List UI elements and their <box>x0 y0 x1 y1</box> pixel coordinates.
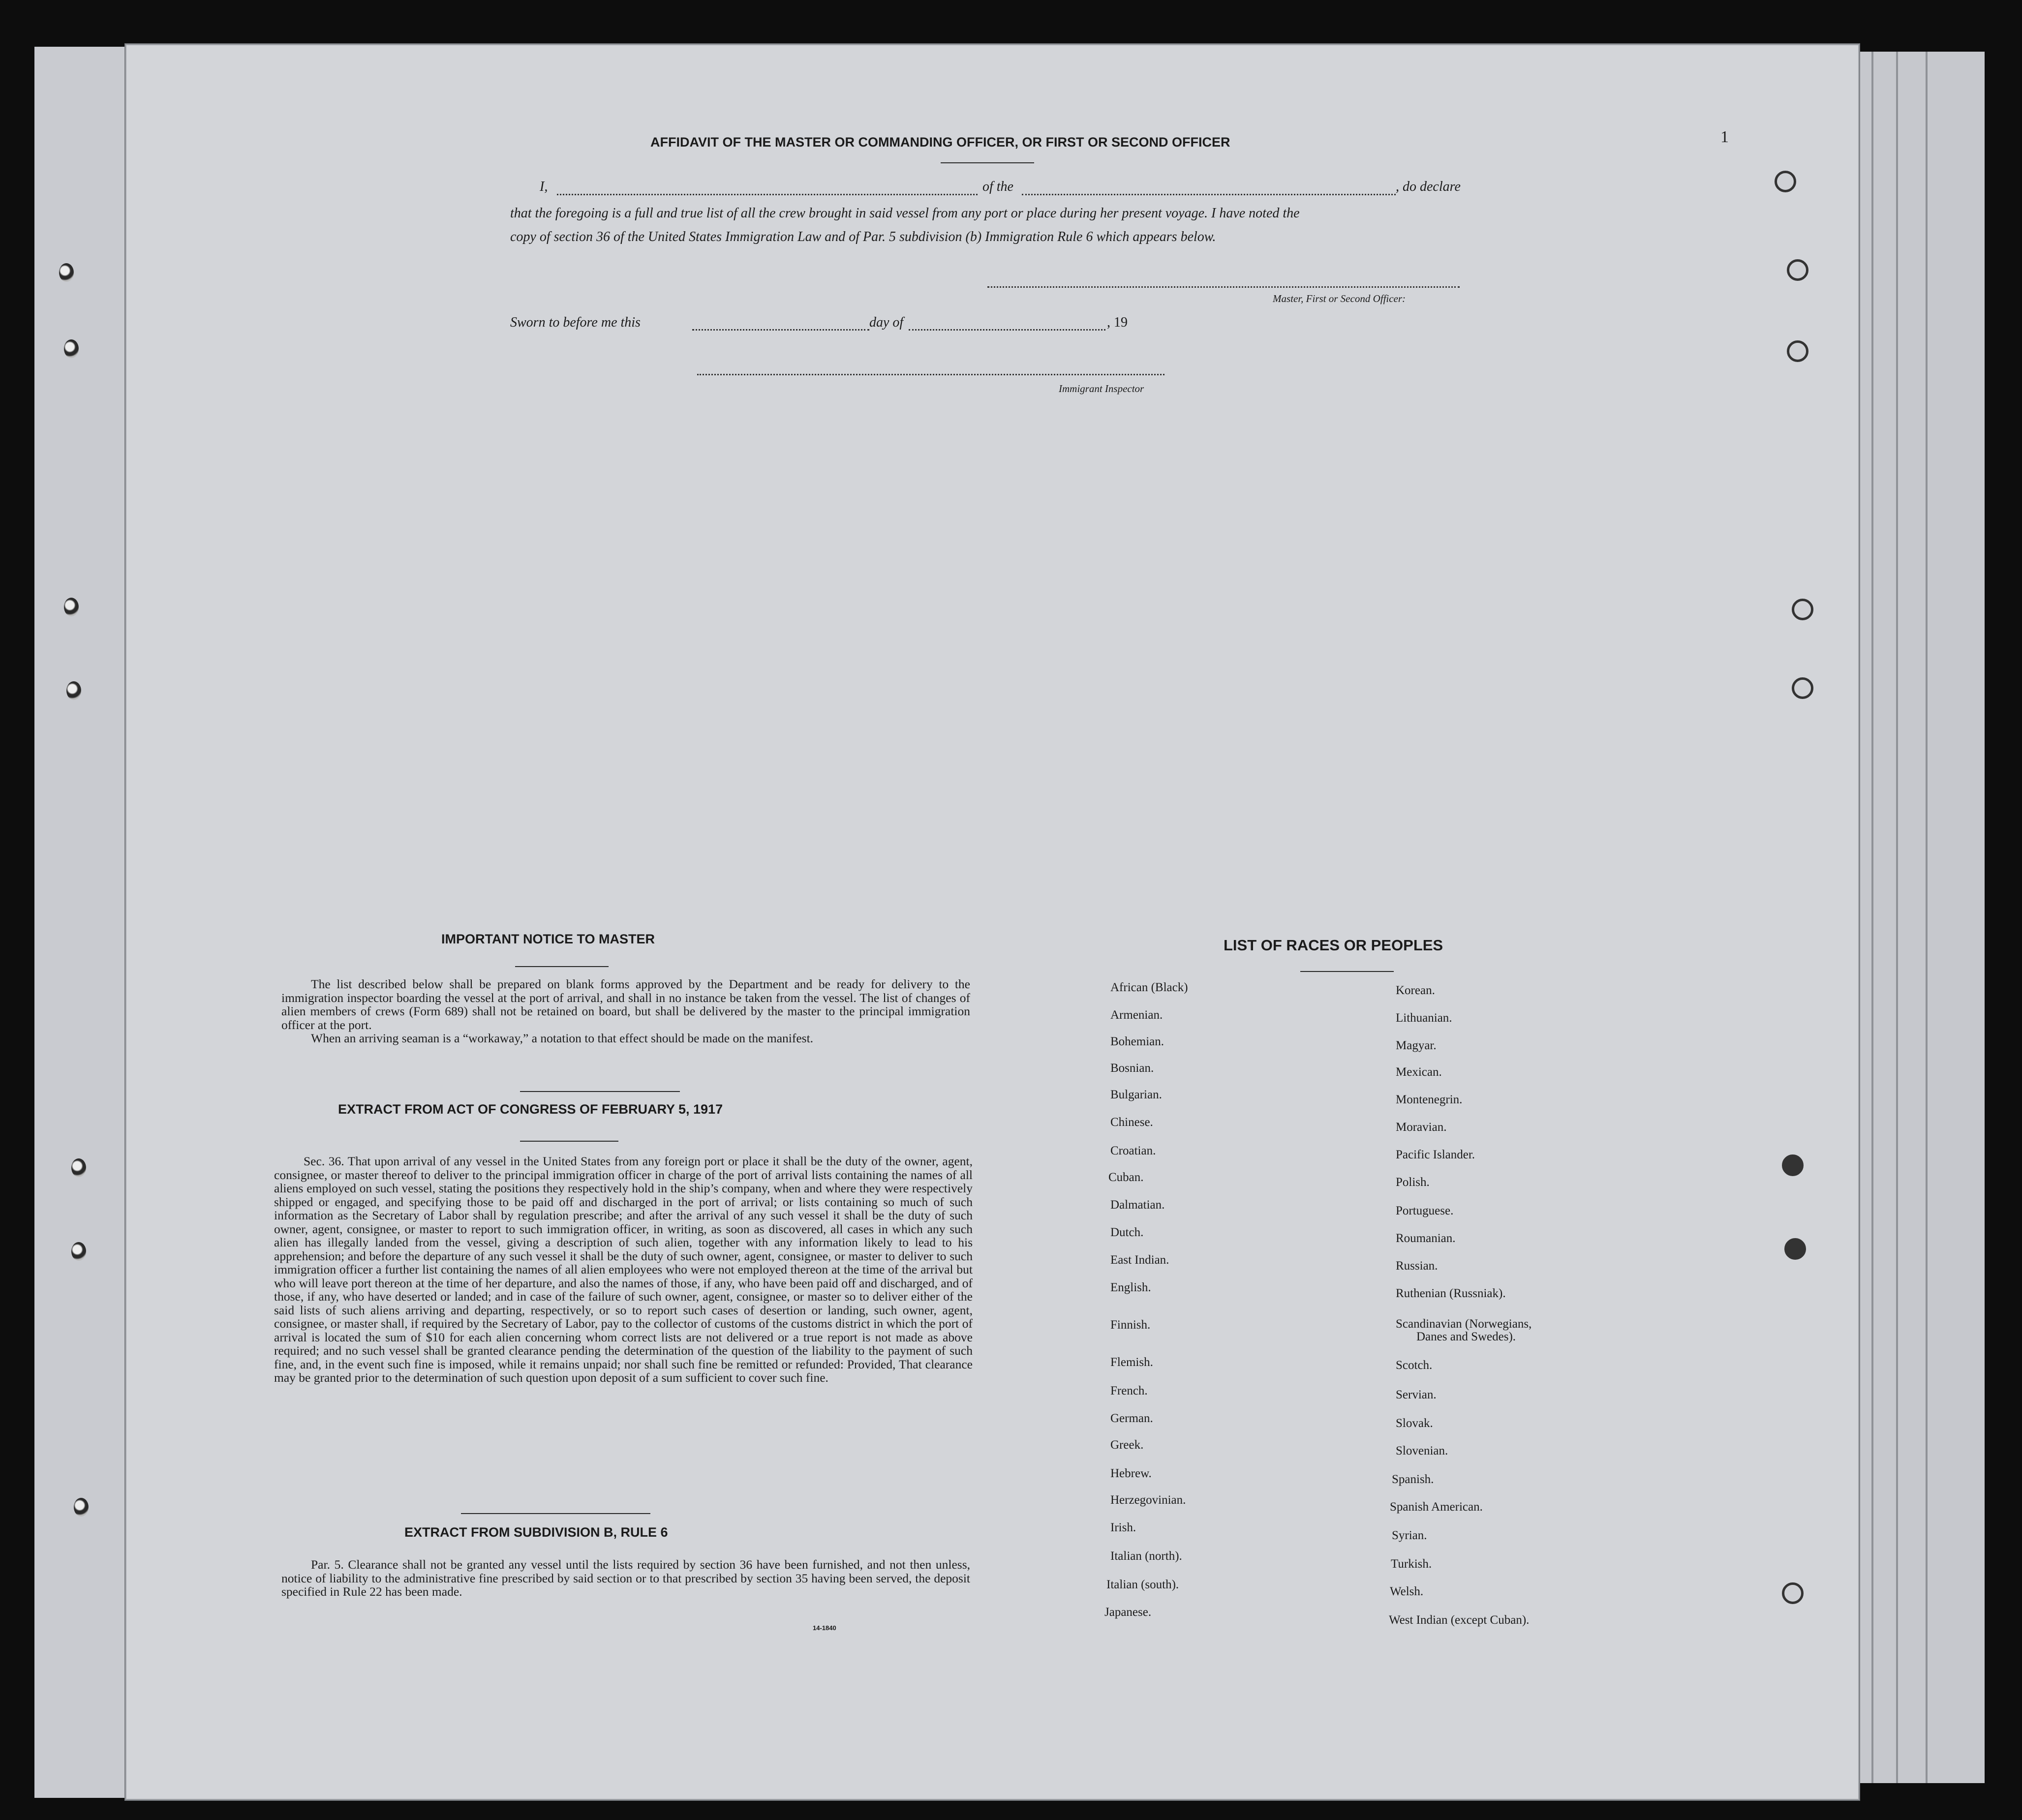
race-left-item: French. <box>1110 1384 1148 1397</box>
sworn-day-field[interactable] <box>692 329 869 331</box>
race-left-item: Hebrew. <box>1110 1467 1152 1480</box>
day-of-label: day of <box>869 315 904 330</box>
affidavit-i-label: I, <box>540 179 548 194</box>
affidavit-title: AFFIDAVIT OF THE MASTER OR COMMANDING OFFICER, OR FIRST OR SECOND OFFICER <box>650 135 1230 150</box>
title-rule <box>941 162 1034 163</box>
affidavit-line-2: that the foregoing is a full and true list of all the crew brought in said vessel from any port or place during her present voyage. I have noted the <box>510 206 1300 221</box>
race-right-item: Spanish American. <box>1390 1500 1483 1514</box>
race-right-item: Danes and Swedes). <box>1416 1330 1516 1343</box>
binder-hole <box>59 263 74 282</box>
race-left-item: East Indian. <box>1110 1253 1169 1267</box>
binder-hole <box>1787 259 1808 281</box>
race-left-item: Irish. <box>1110 1521 1136 1534</box>
races-title: LIST OF RACES OR PEOPLES <box>1224 937 1443 954</box>
notice-paragraph-1: The list described below shall be prepared on blank forms approved by the Department and be ready for delivery to the immigration inspector boarding the vessel at the port of arrival, and shall in no instance be taken from the vessel. The list of changes of alien members of crews (Form 689) shall not be retained on board, but shall be delivered by the master to the principal immigration officer at the port. <box>281 977 970 1032</box>
race-right-item: Syrian. <box>1392 1529 1427 1542</box>
race-left-item: Armenian. <box>1110 1008 1163 1022</box>
race-right-item: Moravian. <box>1396 1121 1447 1134</box>
binder-hole <box>71 1158 86 1177</box>
race-right-item: Welsh. <box>1390 1585 1424 1598</box>
binder-strip <box>34 47 134 1798</box>
rule-paragraph-5: Par. 5. Clearance shall not be granted any vessel until the lists required by section 36 have been furnished, and not then unless, notice of liability to the administrative fine prescribed by said section or to that prescribed by section 35 having been served, the deposit specified in Rule 22 has been made. <box>281 1557 970 1599</box>
race-right-item: Mexican. <box>1396 1065 1442 1079</box>
binder-hole <box>1784 1238 1806 1260</box>
race-left-item: Finnish. <box>1110 1318 1151 1332</box>
race-left-item: Herzegovinian. <box>1110 1493 1186 1507</box>
notice-title: IMPORTANT NOTICE TO MASTER <box>441 932 655 946</box>
race-left-item: Chinese. <box>1110 1116 1153 1129</box>
race-right-item: Turkish. <box>1391 1557 1432 1571</box>
race-right-item: Slovenian. <box>1396 1444 1448 1457</box>
form-number: 14-1840 <box>813 1624 836 1632</box>
binder-hole <box>1792 677 1813 699</box>
race-left-item: Bohemian. <box>1110 1035 1164 1048</box>
page-number: 1 <box>1720 128 1729 146</box>
binder-hole <box>66 681 81 700</box>
sworn-month-field[interactable] <box>909 329 1105 331</box>
race-left-item: Croatian. <box>1110 1144 1156 1157</box>
race-left-item: African (Black) <box>1110 981 1188 994</box>
affidavit-line-3: copy of section 36 of the United States Immigration Law and of Par. 5 subdivision (b) Immigration Rule 6 which appears below. <box>510 229 1216 244</box>
binder-hole <box>1775 171 1796 192</box>
race-right-item: Roumanian. <box>1396 1232 1456 1245</box>
manifest-page <box>125 44 1859 1800</box>
race-left-item: Italian (south). <box>1106 1578 1179 1591</box>
section-rule <box>520 1091 680 1092</box>
affidavit-do-declare: , do declare <box>1396 179 1461 194</box>
binder-hole <box>1782 1582 1804 1604</box>
year-label: , 19 <box>1107 315 1128 330</box>
binder-hole <box>64 598 79 616</box>
race-left-item: Italian (north). <box>1110 1549 1182 1563</box>
races-rule <box>1300 971 1394 972</box>
inspector-signature-field[interactable] <box>697 374 1164 375</box>
race-left-item: Bosnian. <box>1110 1062 1154 1075</box>
act-section-36: Sec. 36. That upon arrival of any vessel in the United States from any foreign port or place it shall be the duty of the owner, agent, consignee, or master thereof to deliver to the principal immigration officer in charge of the port of arrival lists containing the names of all aliens employed on such vessel, stating the positions they respectively hold in the ship’s company, when and where they were respectively shipped or engaged, and specifying those to be paid off and discharged in the port of arrival; or lists containing so much of such information as the Secretary of Labor shall by regulation prescribe; and after the arrival of any such vessel it shall be the duty of such owner, agent, consignee, or master to report to such immigration officer, in writing, as soon as discovered, all cases in which any such alien has illegally landed from the vessel, giving a description of such alien, together with any information likely to lead to his apprehension; and before the departure of any such vessel it shall be the duty of such owner, agent, consignee, or master to deliver to such immigration officer a further list containing the names of all alien employees who were not employed thereon at the time of the arrival but who will leave port thereon at the time of her departure, and also the names of those, if any, who have been paid off and discharged, and of those, if any, who have deserted or landed; and in case of the failure of such owner, agent, consignee, or master so to deliver either of the said lists of such aliens arriving and departing, respectively, or so to report such cases of desertion or landing, such owner, agent, consignee, or master shall, if required by the Secretary of Labor, pay to the collector of customs of the customs district in which the port of arrival is located the sum of $10 for each alien concerning whom correct lists are not delivered or a true report is not made as above required; and no such vessel shall be granted clearance pending the determination of the question of the liability to the payment of such fine, and, in the event such fine is imposed, while it remains unpaid; nor shall such fine be remitted or refunded: Provided, That clearance may be granted prior to the determination of such question upon deposit of a sum sufficient to cover such fine. <box>274 1154 973 1385</box>
race-right-item: Korean. <box>1396 984 1435 997</box>
vessel-field[interactable] <box>1022 194 1396 195</box>
binder-hole <box>1782 1154 1804 1176</box>
binder-hole <box>71 1242 86 1261</box>
affidavit-of-the: of the <box>982 179 1013 194</box>
race-right-item: Servian. <box>1396 1388 1437 1401</box>
notice-body <box>281 977 970 1045</box>
notice-paragraph-2: When an arriving seaman is a “workaway,” a notation to that effect should be made on the manifest. <box>311 1031 814 1045</box>
act-rule <box>520 1141 618 1142</box>
race-left-item: Dalmatian. <box>1110 1198 1165 1212</box>
race-right-item: West Indian (except Cuban). <box>1389 1613 1530 1627</box>
act-title: EXTRACT FROM ACT OF CONGRESS OF FEBRUARY 5, 1917 <box>338 1102 723 1117</box>
race-left-item: Greek. <box>1110 1438 1144 1452</box>
binder-hole <box>64 339 79 358</box>
binder-hole <box>1787 340 1808 362</box>
inspector-caption: Immigrant Inspector <box>1059 383 1144 394</box>
act-end-rule <box>461 1513 650 1514</box>
race-left-item: Flemish. <box>1110 1356 1153 1369</box>
race-left-item: Japanese. <box>1104 1606 1152 1619</box>
race-right-item: Ruthenian (Russniak). <box>1396 1287 1506 1300</box>
race-right-item: Montenegrin. <box>1396 1093 1463 1106</box>
race-right-item: Slovak. <box>1396 1417 1433 1430</box>
master-signature-field[interactable] <box>987 286 1460 288</box>
race-left-item: English. <box>1110 1281 1151 1294</box>
race-right-item: Scandinavian (Norwegians, <box>1396 1317 1532 1331</box>
race-left-item: Cuban. <box>1108 1171 1144 1184</box>
race-right-item: Magyar. <box>1396 1039 1437 1052</box>
race-right-item: Polish. <box>1396 1176 1430 1189</box>
race-right-item: Scotch. <box>1396 1359 1433 1372</box>
race-left-item: Dutch. <box>1110 1226 1144 1239</box>
notice-rule <box>515 966 609 967</box>
race-right-item: Portuguese. <box>1396 1204 1454 1217</box>
race-right-item: Lithuanian. <box>1396 1011 1452 1025</box>
act-body <box>274 1154 973 1385</box>
binder-hole <box>1792 599 1813 620</box>
race-right-item: Russian. <box>1396 1259 1438 1273</box>
sworn-label: Sworn to before me this <box>510 315 641 330</box>
page-stack-edge <box>1850 52 1985 1783</box>
race-right-item: Spanish. <box>1392 1473 1434 1486</box>
race-left-item: German. <box>1110 1412 1153 1425</box>
master-caption: Master, First or Second Officer: <box>1273 293 1406 304</box>
binder-hole <box>74 1498 89 1517</box>
race-right-item: Pacific Islander. <box>1396 1148 1475 1161</box>
race-left-item: Bulgarian. <box>1110 1088 1162 1101</box>
name-field[interactable] <box>557 194 978 195</box>
rule-title: EXTRACT FROM SUBDIVISION B, RULE 6 <box>404 1525 668 1540</box>
rule-body <box>281 1558 970 1599</box>
